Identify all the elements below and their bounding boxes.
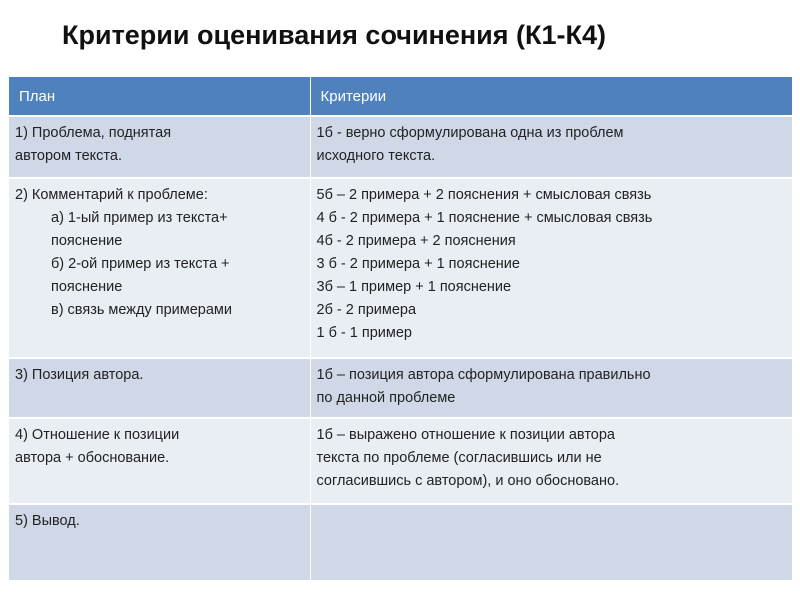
- table-header-row: [9, 77, 792, 116]
- criteria-line: 2б - 2 примера: [316, 302, 417, 318]
- table-row: [9, 178, 792, 358]
- table-row: [9, 504, 792, 580]
- plan-line: 1) Проблема, поднятая: [15, 125, 172, 141]
- plan-line: автором текста.: [15, 148, 122, 164]
- plan-line: 2) Комментарий к проблеме:: [15, 187, 208, 203]
- criteria-line: 4 б - 2 примера + 1 пояснение + смысловая связь: [316, 210, 653, 226]
- criteria-line: текста по проблеме (согласившись или не: [316, 450, 602, 466]
- criteria-cell: [310, 178, 792, 358]
- column-header-plan: План: [9, 77, 310, 116]
- plan-sub-line: пояснение: [51, 233, 123, 249]
- criteria-line: 1 б - 1 пример: [316, 325, 412, 341]
- plan-line: 3) Позиция автора.: [15, 367, 144, 383]
- criteria-line: согласившись с автором), и оно обосновано.: [316, 473, 620, 489]
- table-row: [9, 358, 792, 418]
- criteria-line: 5б – 2 примера + 2 пояснения + смысловая связь: [316, 187, 652, 203]
- criteria-line: по данной проблеме: [316, 390, 456, 406]
- table-row: [9, 418, 792, 504]
- plan-line: 4) Отношение к позиции: [15, 427, 180, 443]
- criteria-cell: [310, 116, 792, 178]
- plan-line: автора + обоснование.: [15, 450, 170, 466]
- criteria-cell: [310, 358, 792, 418]
- criteria-cell: [310, 504, 792, 580]
- plan-line: 5) Вывод.: [15, 513, 80, 529]
- criteria-line: 1б - верно сформулирована одна из проблем: [316, 125, 624, 141]
- criteria-line: 4б - 2 примера + 2 пояснения: [316, 233, 516, 249]
- criteria-cell: [310, 418, 792, 504]
- plan-cell: [9, 418, 310, 504]
- criteria-line: 3 б - 2 примера + 1 пояснение: [316, 256, 520, 272]
- plan-cell: [9, 358, 310, 418]
- plan-cell: [9, 116, 310, 178]
- plan-sub-line: б) 2-ой пример из текста +: [51, 256, 230, 272]
- column-header-criteria: Критерии: [310, 77, 792, 116]
- plan-sub-line: пояснение: [51, 279, 123, 295]
- plan-cell: [9, 504, 310, 580]
- table-row: [9, 116, 792, 178]
- page-title: Критерии оценивания сочинения (К1-К4): [62, 20, 606, 50]
- criteria-table: [9, 77, 793, 580]
- plan-cell: [9, 178, 310, 358]
- criteria-line: 1б – выражено отношение к позиции автора: [316, 427, 615, 443]
- plan-sub-line: а) 1-ый пример из текста+: [51, 210, 228, 226]
- plan-sub-line: в) связь между примерами: [51, 302, 232, 318]
- criteria-line: исходного текста.: [316, 148, 436, 164]
- criteria-line: 1б – позиция автора сформулирована правильно: [316, 367, 651, 383]
- criteria-line: 3б – 1 пример + 1 пояснение: [316, 279, 512, 295]
